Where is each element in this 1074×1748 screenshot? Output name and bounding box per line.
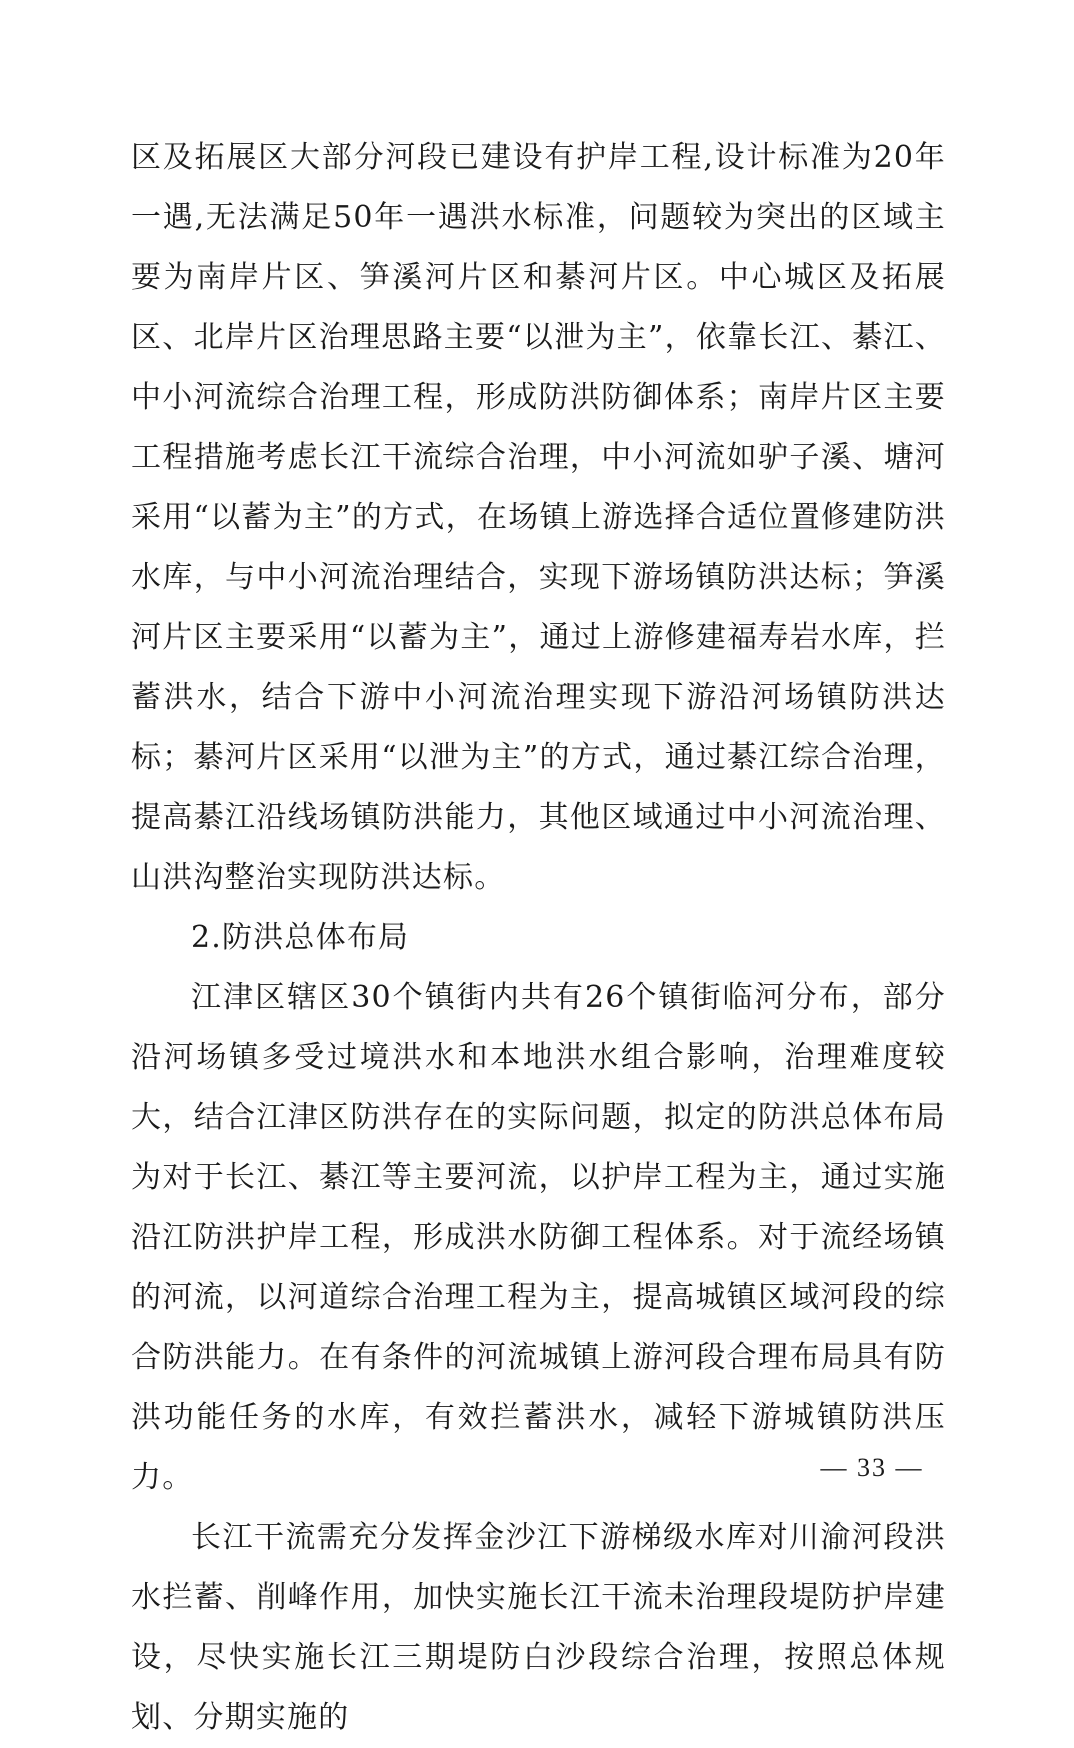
paragraph-continued: 区及拓展区大部分河段已建设有护岸工程,设计标准为20年一遇,无法满足50年一遇洪水标准，问题较为突出的区域主要为南岸片区、笋溪河片区和綦河片区。中心城区及拓展区、北岸片区治理思路主要“以泄为主”，依靠长江、綦江、中小河流综合治理工程，形成防洪防御体系；南岸片区主要工程措施考虑长江干流综合治理，中小河流如驴子溪、塘河采用“以蓄为主”的方式，在场镇上游选择合适位置修建防洪水库，与中小河流治理结合，实现下游场镇防洪达标；笋溪河片区主要采用“以蓄为主”，通过上游修建福寿岩水库，拦蓄洪水，结合下游中小河流治理实现下游沿河场镇防洪达标；綦河片区采用“以泄为主”的方式，通过綦江综合治理，提高綦江沿线场镇防洪能力，其他区域通过中小河流治理、山洪沟整治实现防洪达标。 [131,140,946,895]
paragraph-yangtze: 长江干流需充分发挥金沙江下游梯级水库对川渝河段洪水拦蓄、削峰作用，加快实施长江干流未治理段堤防护岸建设，尽快实施长江三期堤防白沙段综合治理，按照总体规划、分期实施的 [131,1520,946,1735]
document-body [131,128,946,1748]
page-number: — 33 — [820,1453,924,1482]
section-heading: 2.防洪总体布局 [191,920,410,955]
paragraph-layout: 江津区辖区30个镇街内共有26个镇街临河分布，部分沿河场镇多受过境洪水和本地洪水组合影响，治理难度较大，结合江津区防洪存在的实际问题，拟定的防洪总体布局为对于长江、綦江等主要河流，以护岸工程为主，通过实施沿江防洪护岸工程，形成洪水防御工程体系。对于流经场镇的河流，以河道综合治理工程为主，提高城镇区域河段的综合防洪能力。在有条件的河流城镇上游河段合理布局具有防洪功能任务的水库，有效拦蓄洪水，减轻下游城镇防洪压力。 [131,980,946,1495]
